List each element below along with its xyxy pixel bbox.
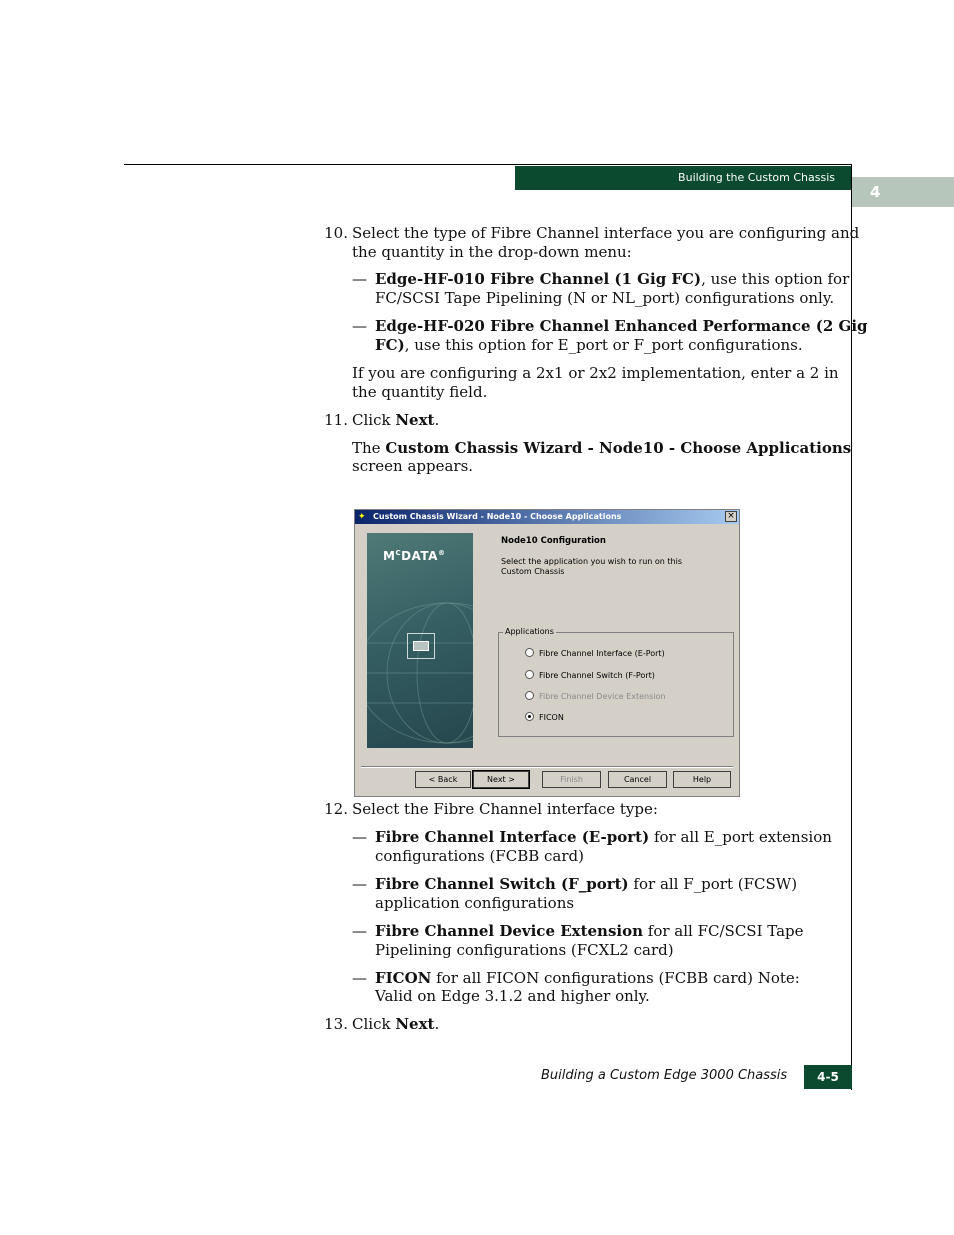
step-number: 11. <box>324 411 348 429</box>
list-item-line2: Pipelining configurations (FCXL2 card) <box>375 941 674 959</box>
list-item <box>375 875 797 894</box>
item-bold: Fibre Channel Switch (F_port) <box>375 875 629 893</box>
option-bold: Edge-HF-010 Fibre Channel (1 Gig FC) <box>375 270 702 288</box>
item-bold: FICON <box>375 969 432 987</box>
chapter-tab: 4 <box>852 177 954 207</box>
list-item-line2: application configurations <box>375 894 575 912</box>
item-rest: for all FICON configurations (FCBB card) Note: <box>431 969 800 987</box>
running-header: Building the Custom Chassis <box>515 166 851 190</box>
radio-option-ficon[interactable] <box>525 712 564 723</box>
list-item-line2: Valid on Edge 3.1.2 and higher only. <box>375 987 650 1005</box>
dialog-heading: Node10 Configuration <box>501 536 606 546</box>
step-number: 12. <box>324 800 348 818</box>
wizard-dialog <box>354 509 740 797</box>
list-item <box>375 922 804 941</box>
option-text: FC/SCSI Tape Pipelining (N or NL_port) configurations only. <box>375 289 835 307</box>
bullet-dash: — <box>352 270 367 288</box>
step-text <box>352 411 439 430</box>
bold-run: Next <box>395 1015 435 1033</box>
item-bold: Fibre Channel Device Extension <box>375 922 644 940</box>
dialog-description: Select the application you wish to run on this Custom Chassis <box>501 557 683 576</box>
dialog-title-bar <box>355 510 739 524</box>
card-icon <box>407 633 435 659</box>
option-text <box>375 336 803 355</box>
bullet-dash: — <box>352 875 367 893</box>
note-text: If you are configuring a 2x1 or 2x2 implementation, enter a 2 in <box>352 364 839 382</box>
step-text: Select the Fibre Channel interface type: <box>352 800 658 818</box>
radio-icon <box>525 691 534 700</box>
help-button[interactable]: Help <box>673 771 731 788</box>
item-rest: for all F_port (FCSW) <box>628 875 798 893</box>
text-run: . <box>434 411 440 429</box>
list-item <box>375 969 800 988</box>
applications-group-label: Applications <box>505 627 554 636</box>
item-rest: for all FC/SCSI Tape <box>643 922 804 940</box>
text-run: Click <box>352 411 396 429</box>
radio-label: Fibre Channel Device Extension <box>539 692 666 701</box>
page-number: 4-5 <box>804 1065 852 1089</box>
bold-run: Next <box>395 411 435 429</box>
button-separator <box>361 766 733 768</box>
radio-selected-icon[interactable] <box>525 712 534 721</box>
option-text <box>375 270 849 289</box>
bullet-dash: — <box>352 969 367 987</box>
wand-icon: ✦ <box>358 512 366 522</box>
option-rest: , use this option for E_port or F_port configurations. <box>404 336 803 354</box>
result-text <box>352 439 851 458</box>
step-number: 13. <box>324 1015 348 1033</box>
step-text <box>352 1015 439 1034</box>
text-run: The <box>352 439 386 457</box>
radio-option-e-port[interactable] <box>525 648 665 659</box>
radio-icon[interactable] <box>525 648 534 657</box>
radio-option-device-extension <box>525 691 665 702</box>
option-rest: , use this option for <box>701 270 850 288</box>
option-bold: Edge-HF-020 Fibre Channel Enhanced Performance (2 Gig <box>375 317 868 335</box>
mcdata-logo: $M^CDATA®$ <box>383 549 446 563</box>
finish-button: Finish <box>542 771 601 788</box>
radio-label: FICON <box>539 713 564 722</box>
cancel-button[interactable]: Cancel <box>608 771 667 788</box>
next-button[interactable]: Next > <box>473 771 529 788</box>
right-margin-rule <box>851 164 852 1090</box>
bullet-dash: — <box>352 317 367 335</box>
step-number: 10. <box>324 224 348 242</box>
running-footer: Building a Custom Edge 3000 Chassis <box>541 1068 788 1083</box>
option-bold: FC) <box>375 336 405 354</box>
note-text: the quantity field. <box>352 383 488 401</box>
wizard-side-panel <box>367 533 473 748</box>
option-text <box>375 317 868 336</box>
text-run: . <box>434 1015 440 1033</box>
header-rule <box>124 164 852 165</box>
list-item-line2: configurations (FCBB card) <box>375 847 584 865</box>
radio-option-f-port[interactable] <box>525 670 655 681</box>
radio-icon[interactable] <box>525 670 534 679</box>
bullet-dash: — <box>352 828 367 846</box>
bold-run: Custom Chassis Wizard - Node10 - Choose Applications <box>385 439 852 457</box>
item-bold: Fibre Channel Interface (E-port) <box>375 828 650 846</box>
item-rest: for all E_port extension <box>649 828 832 846</box>
step-text: Select the type of Fibre Channel interface you are configuring and <box>352 224 860 242</box>
card-icon-inner <box>413 641 429 651</box>
dialog-title: Custom Chassis Wizard - Node10 - Choose Applications <box>373 512 622 521</box>
result-text: screen appears. <box>352 457 474 475</box>
back-button[interactable]: < Back <box>415 771 471 788</box>
step-text: the quantity in the drop-down menu: <box>352 243 632 261</box>
text-run: Click <box>352 1015 396 1033</box>
list-item <box>375 828 832 847</box>
bullet-dash: — <box>352 922 367 940</box>
radio-label: Fibre Channel Interface (E-Port) <box>539 649 665 658</box>
close-button[interactable]: × <box>725 511 737 522</box>
radio-label: Fibre Channel Switch (F-Port) <box>539 671 655 680</box>
